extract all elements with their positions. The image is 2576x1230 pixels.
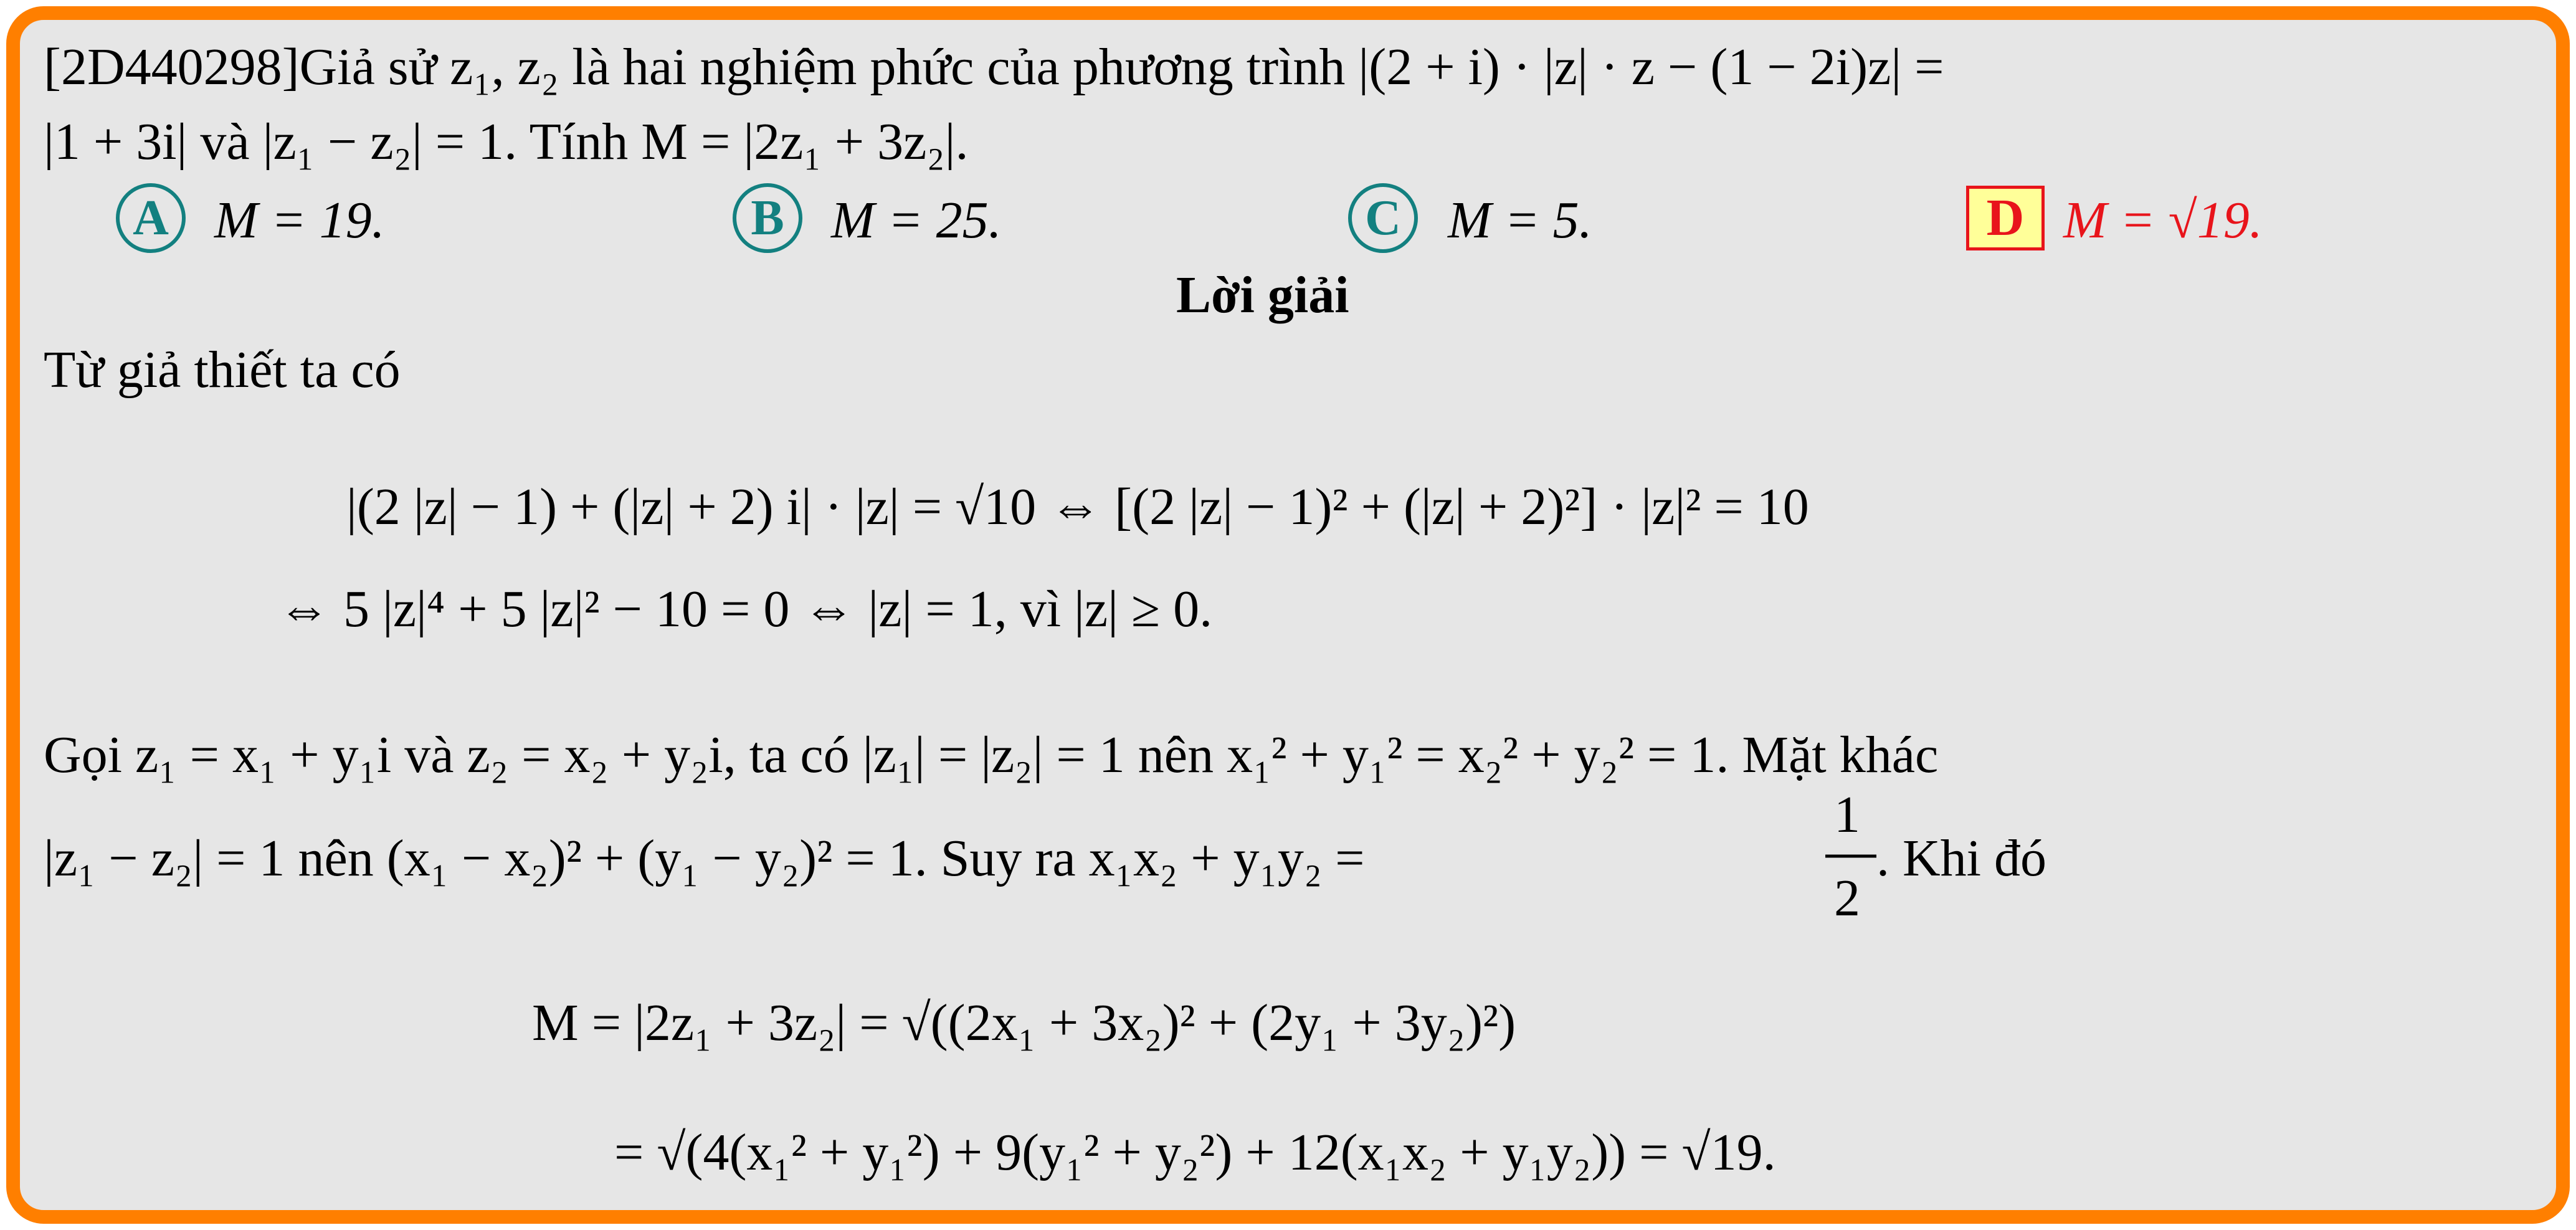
paragraph-line-2: |z₁ − z₂| = 1 nên (x₁ − x₂)² + (y₁ − y₂)² = 1. Suy ra x₁x₂ + y₁y₂ =	[44, 829, 1365, 887]
option-c-text[interactable]: M = 5.	[1448, 191, 1592, 249]
option-b-badge[interactable]: B	[733, 183, 802, 253]
equation-1: |(2 |z| − 1) + (|z| + 2) i| · |z| = √10 ⇔ [(2 |z| − 1)² + (|z| + 2)²] · |z|² = 10	[346, 478, 1809, 536]
option-a-text[interactable]: M = 19.	[214, 191, 385, 249]
fraction-numerator: 1	[1834, 786, 1860, 844]
paragraph-tail: . Khi đó	[1876, 829, 2046, 887]
problem-line-2: |1 + 3i| và |z₁ − z₂| = 1. Tính M = |2z₁ + 3z₂|.	[44, 113, 969, 171]
problem-line-1: [2D440298]Giả sử z₁, z₂ là hai nghiệm phức của phương trình |(2 + i) · |z| · z − (1 − 2i)z| =	[44, 38, 1944, 96]
option-d-text-correct[interactable]: M = √19.	[2063, 191, 2263, 249]
paragraph-line-1: Gọi z₁ = x₁ + y₁i và z₂ = x₂ + y₂i, ta có |z₁| = |z₂| = 1 nên x₁² + y₁² = x₂² + y₂² = 1. Mặt khác	[44, 726, 1939, 784]
option-c-badge[interactable]: C	[1348, 183, 1418, 253]
equation-4: = √(4(x₁² + y₁²) + 9(y₁² + y₂²) + 12(x₁x₂ + y₁y₂)) = √19.	[614, 1123, 1776, 1181]
option-a-badge[interactable]: A	[116, 183, 186, 253]
solution-intro: Từ giả thiết ta có	[44, 341, 401, 399]
equation-2: ⇔ 5 |z|⁴ + 5 |z|² − 10 = 0 ⇔ |z| = 1, vì |z| ≥ 0.	[278, 580, 1213, 638]
option-d-badge-correct[interactable]: D	[1966, 186, 2045, 250]
option-b-text[interactable]: M = 25.	[831, 191, 1002, 249]
equation-3: M = |2z₁ + 3z₂| = √((2x₁ + 3x₂)² + (2y₁ + 3y₂)²)	[532, 994, 1516, 1052]
solution-heading: Lời giải	[1176, 266, 1349, 324]
fraction-denominator: 2	[1834, 869, 1860, 927]
